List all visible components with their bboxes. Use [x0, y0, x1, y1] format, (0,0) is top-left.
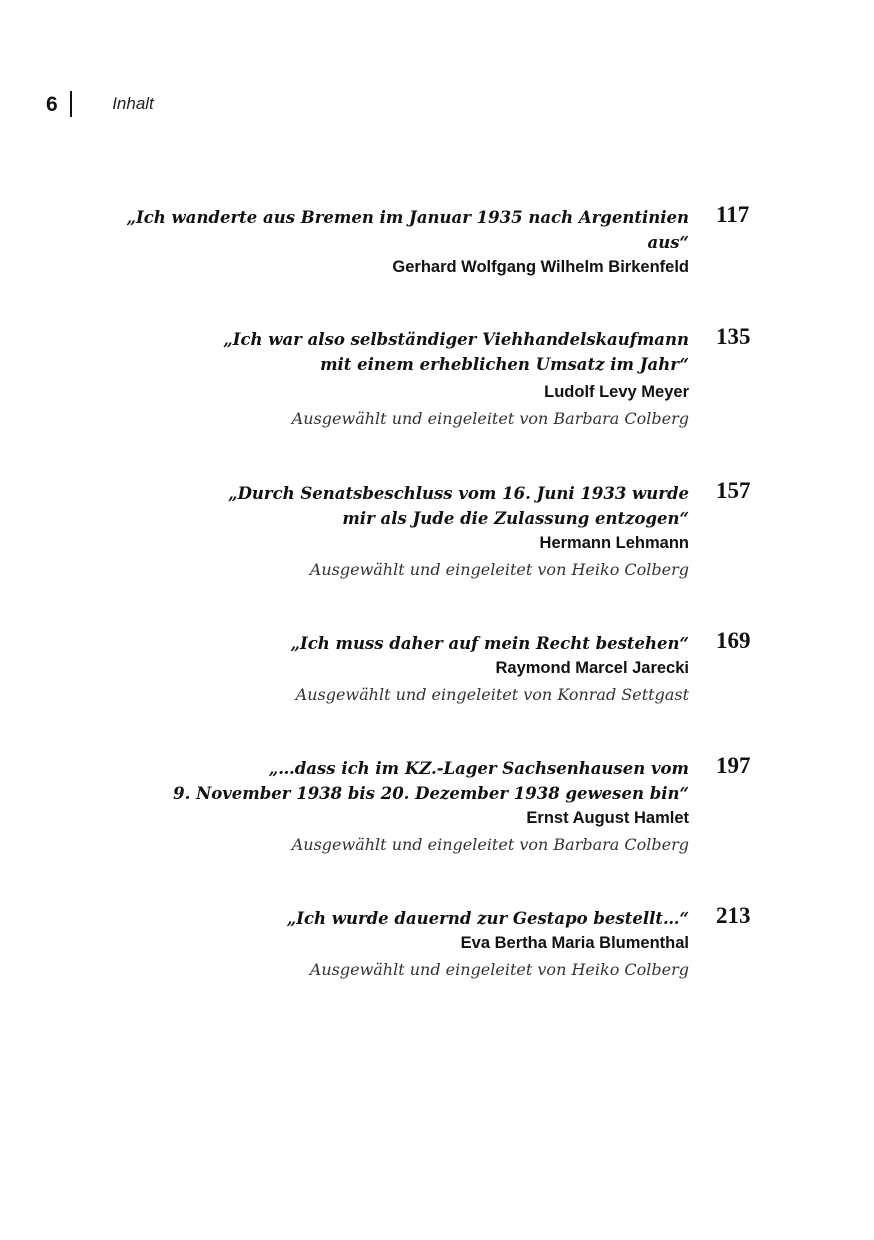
entry-page-number[interactable]: 197: [716, 753, 751, 778]
page-number: 6: [46, 92, 58, 116]
entry-editor: Ausgewählt und eingeleitet von Heiko Colberg: [309, 960, 689, 979]
entry-editor: Ausgewählt und eingeleitet von Barbara Colberg: [291, 835, 689, 854]
section-title: Inhalt: [112, 94, 154, 113]
entry-page-number[interactable]: 117: [716, 202, 750, 227]
toc-entry-text: [89, 756, 689, 858]
entry-quote-line: „Ich war also selbständiger Viehhandelskaufmann: [223, 330, 689, 349]
toc-entry-text: [89, 205, 689, 280]
toc-entry-text: [89, 327, 689, 432]
entry-author: Ludolf Levy Meyer: [544, 383, 689, 401]
entry-author: Eva Bertha Maria Blumenthal: [460, 934, 689, 952]
entry-author: Gerhard Wolfgang Wilhelm Birkenfeld: [392, 258, 689, 276]
entry-quote-line: mit einem erheblichen Umsatz im Jahr“: [320, 355, 689, 374]
entry-quote-line: „Ich muss daher auf mein Recht bestehen“: [290, 634, 689, 653]
entry-author: Hermann Lehmann: [539, 534, 689, 552]
entry-page-number[interactable]: 135: [716, 324, 751, 349]
toc-entry-text: [89, 481, 689, 583]
entry-quote-line: 9. November 1938 bis 20. Dezember 1938 gewesen bin“: [173, 784, 689, 803]
entry-page-number[interactable]: 213: [716, 903, 751, 928]
entry-quote-line: „…dass ich im KZ.-Lager Sachsenhausen vom: [268, 759, 689, 778]
entry-editor: Ausgewählt und eingeleitet von Heiko Colberg: [309, 560, 689, 579]
entry-page-number[interactable]: 157: [716, 478, 751, 503]
entry-author: Raymond Marcel Jarecki: [495, 659, 689, 677]
entry-quote-line: „Ich wurde dauernd zur Gestapo bestellt…“: [286, 909, 689, 928]
running-head: [46, 88, 154, 120]
header-divider: [70, 91, 73, 117]
toc-entry-text: [89, 906, 689, 983]
entry-quote-line: „Ich wanderte aus Bremen im Januar 1935 nach Argentinien aus“: [126, 208, 689, 252]
entry-author: Ernst August Hamlet: [526, 809, 689, 827]
entry-page-number[interactable]: 169: [716, 628, 751, 653]
entry-quote-line: „Durch Senatsbeschluss vom 16. Juni 1933 wurde: [228, 484, 689, 503]
entry-editor: Ausgewählt und eingeleitet von Barbara Colberg: [291, 409, 689, 428]
toc-entry-text: [89, 631, 689, 708]
entry-editor: Ausgewählt und eingeleitet von Konrad Settgast: [295, 685, 689, 704]
entry-quote-line: mir als Jude die Zulassung entzogen“: [342, 509, 689, 528]
